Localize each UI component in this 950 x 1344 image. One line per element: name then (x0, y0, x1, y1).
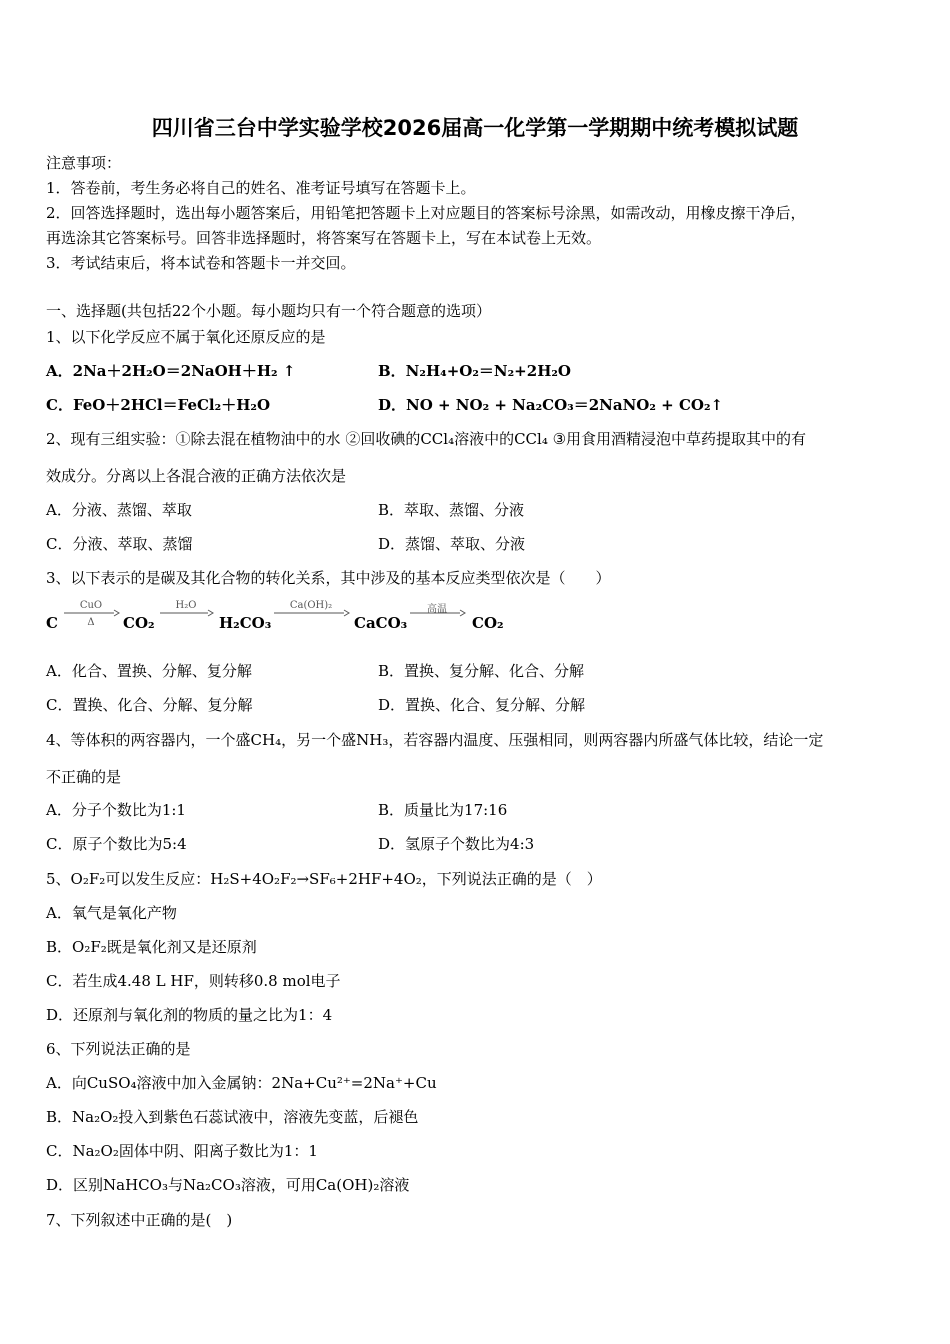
arrow-icon (408, 609, 466, 617)
option-a: A．分子个数比为1:1 (46, 801, 186, 819)
option-b: B．Na₂O₂投入到紫色石蕊试液中，溶液先变蓝，后褪色 (46, 1108, 419, 1126)
option-c: C．置换、化合、分解、复分解 (46, 696, 253, 714)
arrow-condition: 高温 (427, 604, 447, 615)
option-a: A．2Na＋2H₂O＝2NaOH＋H₂ ↑ (46, 362, 296, 380)
option-d: D．置换、化合、复分解、分解 (378, 696, 586, 714)
arrow-condition: Ca(OH)₂ (289, 600, 333, 611)
option-b: B．质量比为17:16 (378, 801, 508, 819)
question-stem: 4、等体积的两容器内，一个盛CH₄，另一个盛NH₃，若容器内温度、压强相同，则两容器内所盛气体比较，结论一定 (46, 731, 824, 749)
question-stem: 2、现有三组实验：①除去混在植物油中的水 ②回收碘的CCl₄溶液中的CCl₄ ③用食用酒精浸泡中草药提取其中的有 (46, 430, 807, 448)
species: CaCO₃ (354, 614, 408, 632)
arrow-condition: H₂O (175, 600, 197, 611)
reaction-arrow (272, 600, 350, 630)
species: CO₂ (472, 614, 504, 632)
notice-heading: 注意事项： (46, 154, 122, 172)
reaction-arrow (408, 600, 466, 630)
option-d: D．还原剂与氧化剂的物质的量之比为1：4 (46, 1006, 333, 1024)
question-stem: 1、以下化学反应不属于氧化还原反应的是 (46, 328, 326, 346)
arrow-icon (62, 609, 120, 617)
option-c: C．若生成4.48 L HF，则转移0.8 mol电子 (46, 972, 341, 990)
notice-item: 1．答卷前，考生务必将自己的姓名、准考证号填写在答题卡上。 (46, 179, 476, 197)
option-a: A．氧气是氧化产物 (46, 904, 177, 922)
question-stem: 3、以下表示的是碳及其化合物的转化关系，其中涉及的基本反应类型依次是（ ） (46, 569, 611, 587)
option-a: A．化合、置换、分解、复分解 (46, 662, 252, 680)
option-b: B．置换、复分解、化合、分解 (378, 662, 585, 680)
arrow-icon (158, 609, 214, 617)
option-c: C．原子个数比为5:4 (46, 835, 187, 853)
option-b: B．萃取、蒸馏、分液 (378, 501, 525, 519)
notice-item: 3．考试结束后，将本试卷和答题卡一并交回。 (46, 254, 356, 272)
option-d: D．NO + NO₂ + Na₂CO₃＝2NaNO₂ + CO₂↑ (378, 396, 724, 414)
question-stem-continued: 效成分。分离以上各混合液的正确方法依次是 (46, 467, 347, 485)
arrow-condition: CuO (79, 600, 103, 611)
reaction-chain (46, 600, 566, 636)
species: CO₂ (123, 614, 155, 632)
question-stem-continued: 不正确的是 (46, 768, 122, 786)
notice-item: 再选涂其它答案标号。回答非选择题时，将答案写在答题卡上，写在本试卷上无效。 (46, 229, 602, 247)
option-d: D．区别NaHCO₃与Na₂CO₃溶液，可用Ca(OH)₂溶液 (46, 1176, 410, 1194)
page-title: 四川省三台中学实验学校2026届高一化学第一学期期中统考模拟试题 (151, 116, 799, 140)
option-d: D．蒸馏、萃取、分液 (378, 535, 526, 553)
option-c: C．Na₂O₂固体中阴、阳离子数比为1：1 (46, 1142, 318, 1160)
reaction-arrow (158, 600, 214, 630)
option-d: D．氢原子个数比为4:3 (378, 835, 535, 853)
option-a: A．分液、蒸馏、萃取 (46, 501, 192, 519)
option-c: C．FeO＋2HCl＝FeCl₂＋H₂O (46, 396, 271, 414)
question-stem: 6、下列说法正确的是 (46, 1040, 191, 1058)
reaction-arrow (62, 600, 120, 630)
option-b: B．O₂F₂既是氧化剂又是还原剂 (46, 938, 257, 956)
arrow-condition: Δ (87, 617, 95, 628)
species: C (46, 614, 58, 632)
question-stem: 5、O₂F₂可以发生反应：H₂S+4O₂F₂→SF₆+2HF+4O₂，下列说法正确的是（ ） (46, 870, 602, 888)
species: H₂CO₃ (219, 614, 272, 632)
section-heading: 一、选择题(共包括22个小题。每小题均只有一个符合题意的选项） (46, 302, 491, 320)
arrow-icon (272, 609, 350, 617)
notice-item: 2．回答选择题时，选出每小题答案后，用铅笔把答题卡上对应题目的答案标号涂黑，如需改动，用橡皮擦干净后， (46, 204, 806, 222)
option-a: A．向CuSO₄溶液中加入金属钠：2Na+Cu²⁺=2Na⁺+Cu (46, 1074, 437, 1092)
question-stem: 7、下列叙述中正确的是( ) (46, 1211, 233, 1229)
option-c: C．分液、萃取、蒸馏 (46, 535, 193, 553)
option-b: B．N₂H₄+O₂＝N₂+2H₂O (378, 362, 572, 380)
